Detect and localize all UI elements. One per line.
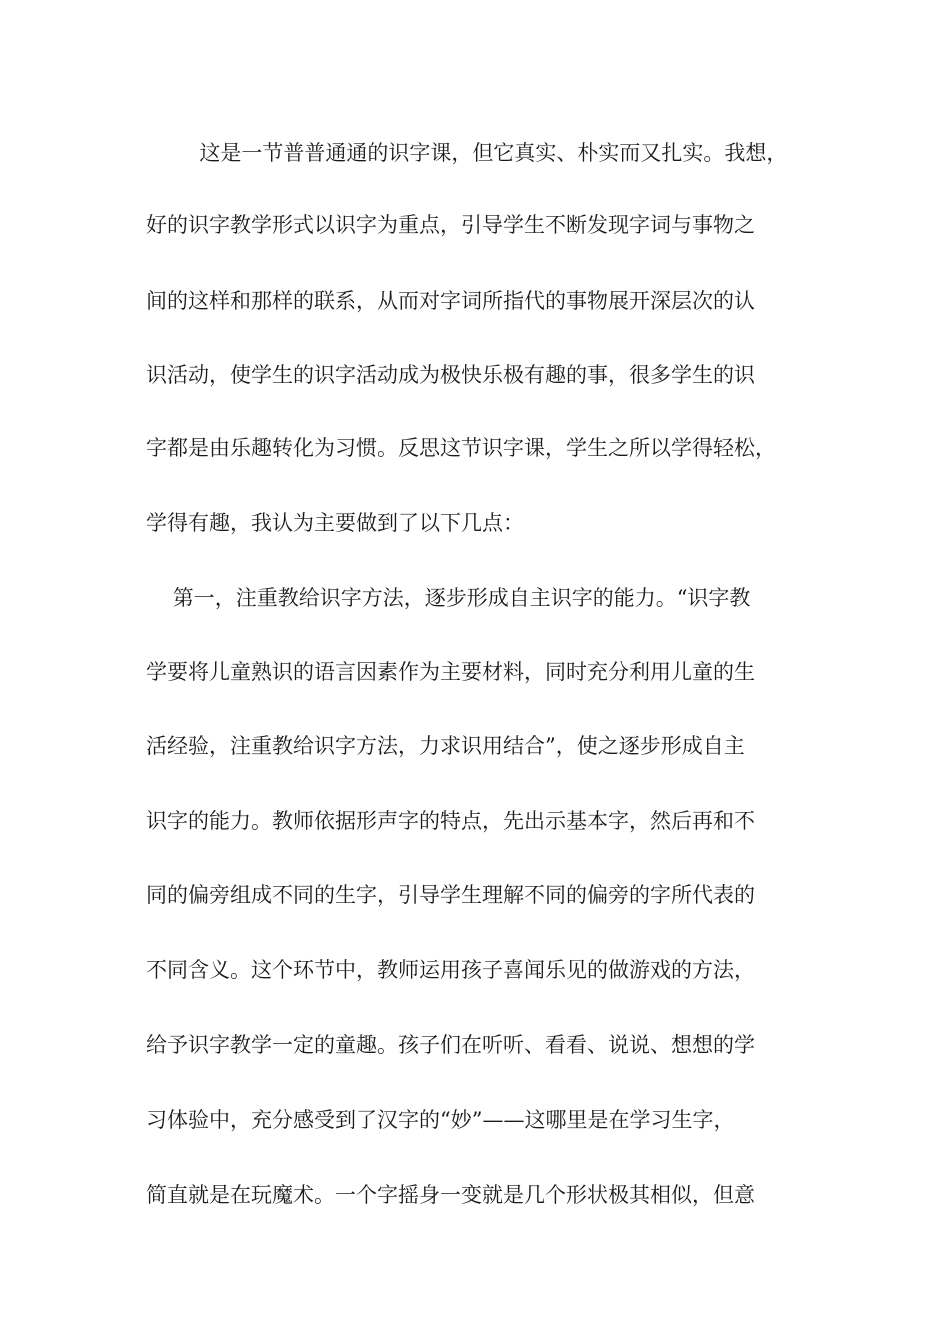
text-line-3: 间的这样和那样的联系，从而对字词所指代的事物展开深层次的认: [146, 289, 755, 313]
text-line-8: 学要将儿童熟识的语言因素作为主要材料，同时充分利用儿童的生: [146, 660, 755, 684]
text-line-1: 这是一节普普通通的识字课，但它真实、朴实而又扎实。我想，: [146, 141, 788, 165]
text-line-13: 给予识字教学一定的童趣。孩子们在听听、看看、说说、想想的学: [146, 1033, 755, 1057]
text-line-4: 识活动，使学生的识字活动成为极快乐极有趣的事，很多学生的识: [146, 363, 755, 387]
text-line-9: 活经验，注重教给识字方法，力求识用结合”，使之逐步形成自主: [146, 734, 745, 758]
text-line-6: 学得有趣，我认为主要做到了以下几点：: [146, 511, 524, 535]
text-line-10: 识字的能力。教师依据形声字的特点，先出示基本字，然后再和不: [146, 809, 755, 833]
text-line-7: 第一，注重教给识字方法，逐步形成自主识字的能力。“识字教: [146, 586, 751, 610]
text-line-2: 好的识字教学形式以识字为重点，引导学生不断发现字词与事物之: [146, 213, 755, 237]
text-line-14: 习体验中，充分感受到了汉字的“妙”——这哪里是在学习生字，: [146, 1108, 735, 1132]
text-line-12: 不同含义。这个环节中，教师运用孩子喜闻乐见的做游戏的方法，: [146, 958, 755, 982]
text-line-15: 简直就是在玩魔术。一个字摇身一变就是几个形状极其相似，但意: [146, 1183, 755, 1207]
text-line-11: 同的偏旁组成不同的生字，引导学生理解不同的偏旁的字所代表的: [146, 883, 755, 907]
text-line-5: 字都是由乐趣转化为习惯。反思这节识字课，学生之所以学得轻松，: [146, 436, 776, 460]
